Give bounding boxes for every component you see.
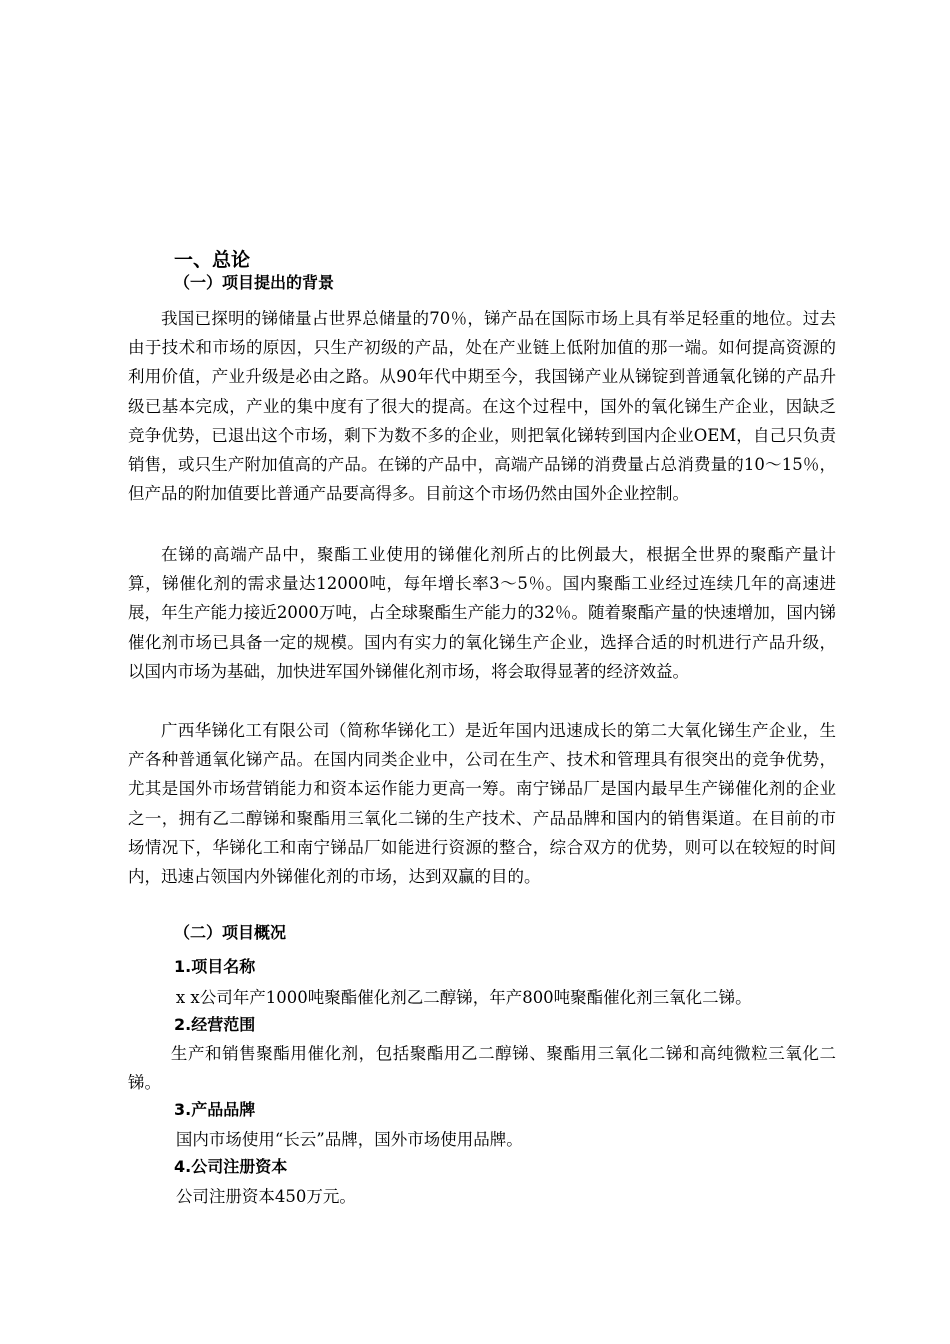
section-title-background: （一）项目提出的背景 [174,273,335,292]
section-title-overview: （二）项目概况 [174,923,287,942]
item-text-brand: 国内市场使用“长云”品牌，国外市场使用品牌。 [175,1130,523,1149]
item-heading-registered-capital: 4.公司注册资本 [174,1157,288,1176]
item-heading-business-scope: 2.经营范围 [174,1015,256,1034]
item-heading-project-name: 1.项目名称 [174,957,256,976]
paragraph-1: 我国已探明的锑储量占世界总储量的70％，锑产品在国际市场上具有举足轻重的地位。过去由于技术和市场的原因，只生产初级的产品，处在产业链上低附加值的那一端。如何提高资源的利用价值，产业升级是必由之路。从90年代中期至今，我国锑产业从锑锭到普通氧化锑的产品升级已基本完成，产业的集中度有了很大的提高。在这个过程中，国外的氧化锑生产企业，因缺乏竞争优势，已退出这个市场，剩下为数不多的企业，则把氧化锑转到国内企业OEM，自己只负责销售，或只生产附加值高的产品。在锑的产品中，高端产品锑的消费量占总消费量的10～15％，但产品的附加值要比普通产品要高得多。目前这个市场仍然由国外企业控制。 [128,309,836,504]
item-text-project-name: x x公司年产1000吨聚酯催化剂乙二醇锑，年产800吨聚酯催化剂三氧化二锑。 [175,988,752,1007]
paragraph-2: 在锑的高端产品中，聚酯工业使用的锑催化剂所占的比例最大，根据全世界的聚酯产量计算，锑催化剂的需求量达12000吨，每年增长率3～5％。国内聚酯工业经过连续几年的高速进展，年生产能力接近2000万吨，占全球聚酯生产能力的32％。随着聚酯产量的快速增加，国内锑催化剂市场已具备一定的规模。国内有实力的氧化锑生产企业，选择合适的时机进行产品升级，以国内市场为基础，加快进军国外锑催化剂市场，将会取得显著的经济效益。 [128,545,836,681]
item-text-registered-capital: 公司注册资本450万元。 [175,1187,356,1206]
paragraph-3: 广西华锑化工有限公司（简称华锑化工）是近年国内迅速成长的第二大氧化锑生产企业，生产各种普通氧化锑产品。在国内同类企业中，公司在生产、技术和管理具有很突出的竞争优势，尤其是国外市场营销能力和资本运作能力更高一筹。南宁锑品厂是国内最早生产锑催化剂的企业之一，拥有乙二醇锑和聚酯用三氧化二锑的生产技术、产品品牌和国内的销售渠道。在目前的市场情况下，华锑化工和南宁锑品厂如能进行资源的整合，综合双方的优势，则可以在较短的时间内，迅速占领国内外锑催化剂的市场，达到双赢的目的。 [128,721,836,887]
item-heading-brand: 3.产品品牌 [174,1100,256,1119]
item-text-business-scope: 生产和销售聚酯用催化剂，包括聚酯用乙二醇锑、聚酯用三氧化二锑和高纯微粒三氧化二锑。 [128,1044,836,1093]
chapter-title: 一、总论 [174,249,251,271]
